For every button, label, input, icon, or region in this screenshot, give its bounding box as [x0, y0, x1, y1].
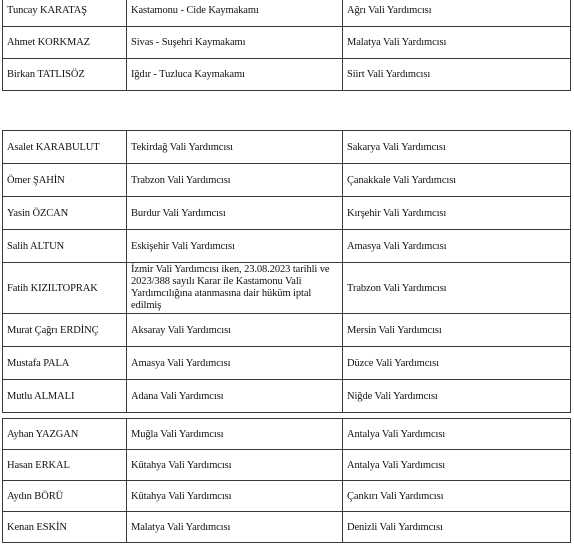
new-position: Amasya Vali Yardımcısı [343, 230, 571, 263]
current-position: Muğla Vali Yardımcısı [127, 419, 343, 450]
current-position: Kütahya Vali Yardımcısı [127, 450, 343, 481]
new-position: Sakarya Vali Yardımcısı [343, 131, 571, 164]
person-name: Ayhan YAZGAN [3, 419, 127, 450]
person-name: Hasan ERKAL [3, 450, 127, 481]
table-row [3, 314, 571, 347]
current-position: Burdur Vali Yardımcısı [127, 197, 343, 230]
table-row [3, 419, 571, 450]
person-name: Murat Çağrı ERDİNÇ [3, 314, 127, 347]
person-name: Yasin ÖZCAN [3, 197, 127, 230]
table-row [3, 164, 571, 197]
current-position: Iğdır - Tuzluca Kaymakamı [127, 59, 343, 91]
new-position: Çankırı Vali Yardımcısı [343, 481, 571, 512]
person-name: Mustafa PALA [3, 347, 127, 380]
new-position: Çanakkale Vali Yardımcısı [343, 164, 571, 197]
new-position: Niğde Vali Yardımcısı [343, 380, 571, 413]
new-position: Ağrı Vali Yardımcısı [343, 0, 571, 27]
assignment-table-1 [2, 0, 571, 91]
table-row [3, 263, 571, 314]
new-position: Antalya Vali Yardımcısı [343, 419, 571, 450]
new-position: Antalya Vali Yardımcısı [343, 450, 571, 481]
table-row [3, 197, 571, 230]
person-name: Fatih KIZILTOPRAK [3, 263, 127, 314]
current-position: Eskişehir Vali Yardımcısı [127, 230, 343, 263]
person-name: Birkan TATLISÖZ [3, 59, 127, 91]
person-name: Tuncay KARATAŞ [3, 0, 127, 27]
new-position: Trabzon Vali Yardımcısı [343, 263, 571, 314]
current-position: Adana Vali Yardımcısı [127, 380, 343, 413]
assignment-table-3 [2, 418, 571, 543]
table-row [3, 27, 571, 59]
person-name: Asalet KARABULUT [3, 131, 127, 164]
person-name: Aydın BÖRÜ [3, 481, 127, 512]
new-position: Kırşehir Vali Yardımcısı [343, 197, 571, 230]
current-position: Kütahya Vali Yardımcısı [127, 481, 343, 512]
new-position: Denizli Vali Yardımcısı [343, 512, 571, 543]
person-name: Ömer ŞAHİN [3, 164, 127, 197]
current-position: Trabzon Vali Yardımcısı [127, 164, 343, 197]
table-row [3, 380, 571, 413]
current-position: Aksaray Vali Yardımcısı [127, 314, 343, 347]
table-row [3, 59, 571, 91]
person-name: Kenan ESKİN [3, 512, 127, 543]
current-position: Amasya Vali Yardımcısı [127, 347, 343, 380]
person-name: Mutlu ALMALI [3, 380, 127, 413]
assignment-table-2 [2, 130, 571, 413]
current-position: Sivas - Suşehri Kaymakamı [127, 27, 343, 59]
person-name: Ahmet KORKMAZ [3, 27, 127, 59]
current-position: Kastamonu - Cide Kaymakamı [127, 0, 343, 27]
table-row [3, 131, 571, 164]
table-row [3, 512, 571, 543]
table-row [3, 450, 571, 481]
current-position: Malatya Vali Yardımcısı [127, 512, 343, 543]
new-position: Malatya Vali Yardımcısı [343, 27, 571, 59]
new-position: Mersin Vali Yardımcısı [343, 314, 571, 347]
current-position: İzmir Vali Yardımcısı iken, 23.08.2023 tarihli ve 2023/388 sayılı Karar ile Kastamonu Vali Yardımcılığına atanmasına dair hüküm iptal edilmiş [127, 263, 343, 314]
table-row [3, 0, 571, 27]
new-position: Siirt Vali Yardımcısı [343, 59, 571, 91]
new-position: Düzce Vali Yardımcısı [343, 347, 571, 380]
person-name: Salih ALTUN [3, 230, 127, 263]
table-row [3, 230, 571, 263]
current-position: Tekirdağ Vali Yardımcısı [127, 131, 343, 164]
table-row [3, 481, 571, 512]
table-row [3, 347, 571, 380]
